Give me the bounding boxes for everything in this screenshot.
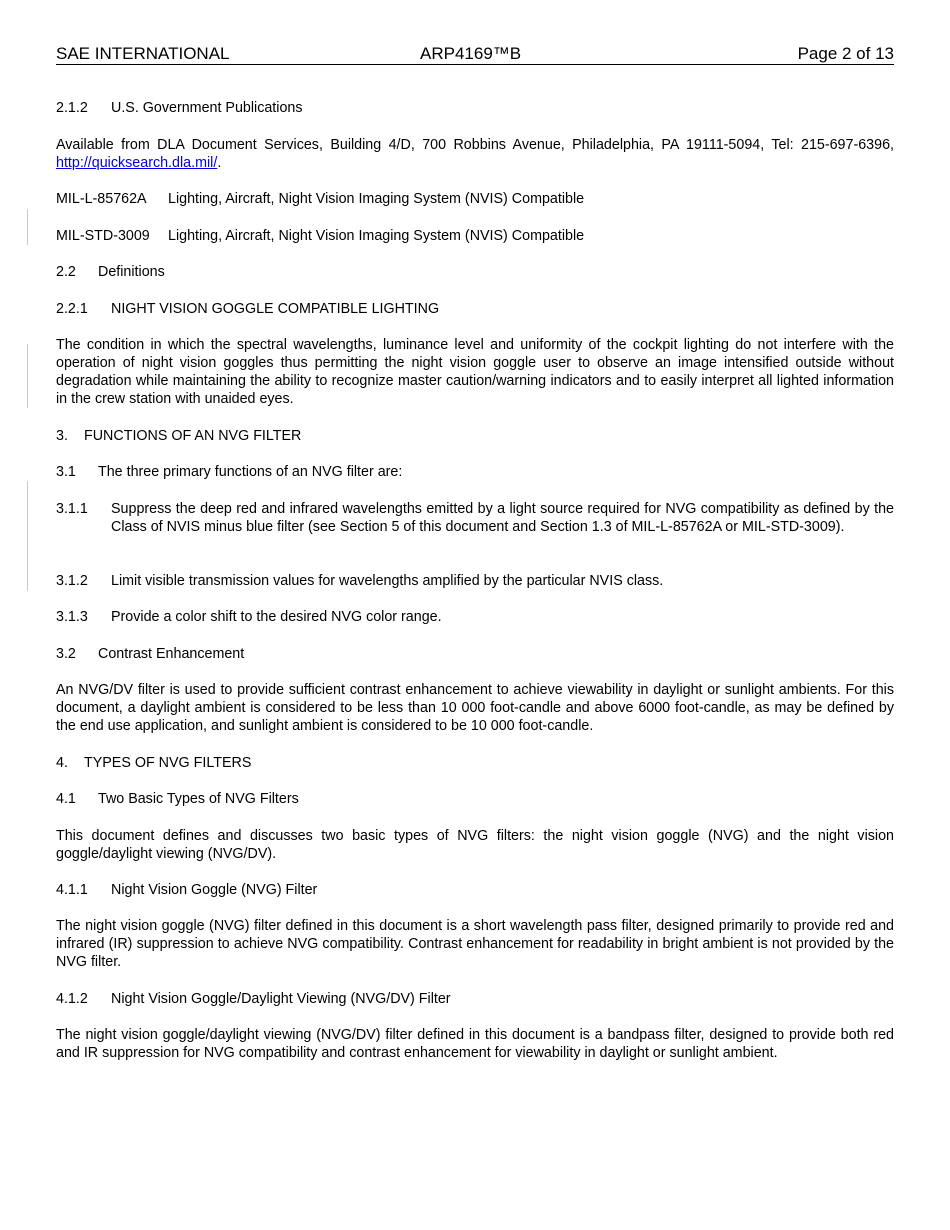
types-paragraph: This document defines and discusses two basic types of NVG filters: the night vision goggle (NVG) and the night vision goggle/daylight viewing (NVG/DV). (56, 828, 894, 862)
page-header (56, 44, 894, 65)
section-heading-4-1-1: 4.1.1 Night Vision Goggle (NVG) Filter (56, 882, 318, 898)
change-bar (27, 481, 28, 591)
definition-paragraph: The condition in which the spectral wavelengths, luminance level and uniformity of the cockpit lighting do not interfere with the operation of night vision goggles thus permitting the night vision goggle user to observe an image intensified outside without degradation while maintaining the ability to recognize master caution/warning indicators and to easily interpret all lighted information in the crew station with unaided eyes. (56, 337, 894, 407)
section-heading-4-1: 4.1 Two Basic Types of NVG Filters (56, 791, 299, 807)
change-bar (27, 209, 28, 245)
section-heading-2-1-2: 2.1.2 U.S. Government Publications (56, 100, 303, 116)
section-heading-4: 4. TYPES OF NVG FILTERS (56, 755, 252, 771)
dla-link[interactable]: http://quicksearch.dla.mil/ (56, 155, 218, 171)
list-item-3-1-2: 3.1.2 Limit visible transmission values for wavelengths amplified by the particular NVIS class. (56, 573, 664, 589)
section-heading-3-1: 3.1 The three primary functions of an NVG filter are: (56, 464, 403, 480)
list-item-3-1-1: 3.1.1 Suppress the deep red and infrared wavelengths emitted by a light source required for NVG compatibility as defined by the Class of NVIS minus blue filter (see Section 5 of this document and Section 1.3 of MIL-L-85762A or MIL-STD-3009). (56, 501, 894, 535)
reference-item: MIL-L-85762A Lighting, Aircraft, Night Vision Imaging System (NVIS) Compatible (56, 191, 585, 207)
section-heading-2-2: 2.2 Definitions (56, 264, 165, 280)
dla-paragraph: Available from DLA Document Services, Building 4/D, 700 Robbins Avenue, Philadelphia, PA 19111-5094, Tel: 215-697-6396, http://quicksearch.dla.mil/. (56, 137, 894, 171)
section-heading-2-2-1: 2.2.1 NIGHT VISION GOGGLE COMPATIBLE LIGHTING (56, 301, 440, 317)
header-page-number: Page 2 of 13 (797, 44, 894, 63)
nvg-filter-paragraph: The night vision goggle (NVG) filter defined in this document is a short wavelength pass filter, designed primarily to provide red and infrared (IR) suppression to achieve NVG compatibility. Contrast enhancement for readability in bright ambient is not provided by the NVG filter. (56, 918, 894, 970)
header-org: SAE INTERNATIONAL (56, 44, 230, 63)
section-heading-4-1-2: 4.1.2 Night Vision Goggle/Daylight Viewing (NVG/DV) Filter (56, 991, 451, 1007)
contrast-paragraph: An NVG/DV filter is used to provide sufficient contrast enhancement to achieve viewability in daylight or sunlight ambients. For this document, a daylight ambient is considered to be less than 10 000 foot-candle and above 6000 foot-candle, as may be defined by the end use application, and sunlight ambient is considered to be 10 000 foot-candle. (56, 682, 894, 734)
section-heading-3: 3. FUNCTIONS OF AN NVG FILTER (56, 428, 302, 444)
header-doc-id: ARP4169™B (420, 44, 522, 63)
list-item-3-1-3: 3.1.3 Provide a color shift to the desired NVG color range. (56, 609, 442, 625)
nvg-dv-filter-paragraph: The night vision goggle/daylight viewing (NVG/DV) filter defined in this document is a bandpass filter, designed to provide both red and IR suppression for NVG compatibility and contrast enhancement for viewability in daylight or sunlight ambient. (56, 1027, 894, 1061)
change-bar (27, 344, 28, 408)
section-heading-3-2: 3.2 Contrast Enhancement (56, 646, 245, 662)
reference-item: MIL-STD-3009 Lighting, Aircraft, Night Vision Imaging System (NVIS) Compatible (56, 228, 585, 244)
